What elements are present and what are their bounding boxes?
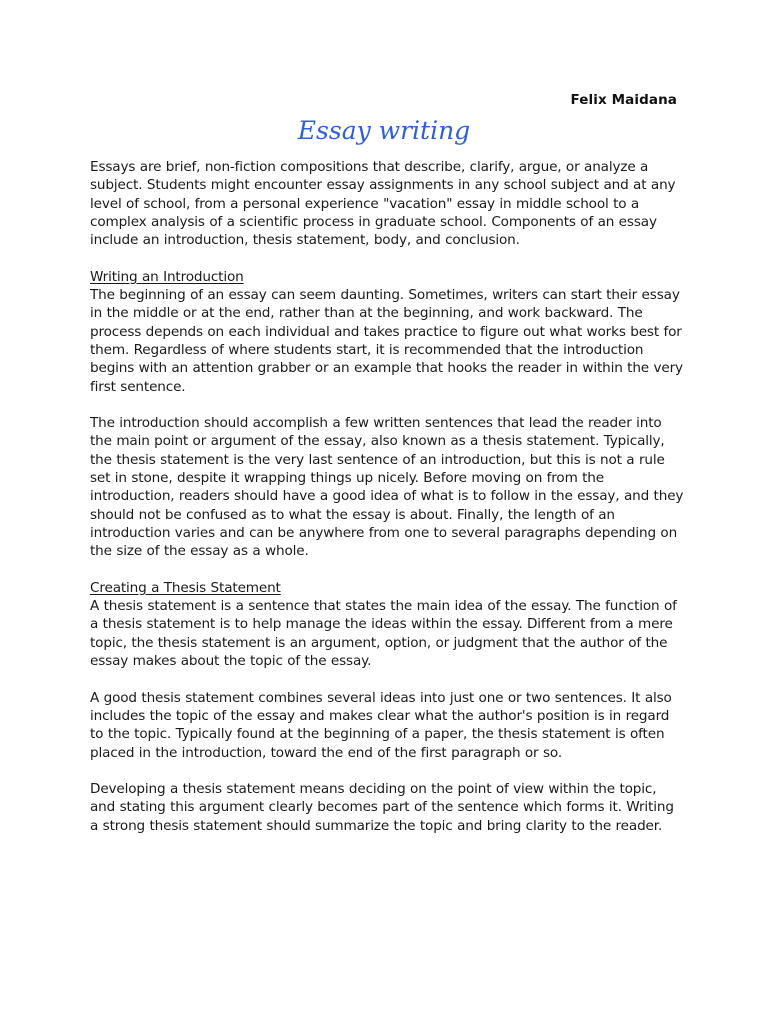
document-title: Essay writing [297, 116, 471, 145]
section-paragraph: A good thesis statement combines several ideas into just one or two sentences. It also includes the topic of the essay and makes clear what the author's position is in regard to the topic. Typically found at the beginning of a paper, the thesis statement is often placed in the introduction, toward the end of the first paragraph or so. [90, 689, 672, 761]
intro-paragraph: Essays are brief, non-fiction compositions that describe, clarify, argue, or analyze a subject. Students might encounter essay assignments in any school subject and at any level of school, from a personal experience "vacation" essay in middle school to a complex analysis of a scientific process in graduate school. Components of an essay include an introduction, thesis statement, body, and conclusion. [90, 159, 676, 249]
document-body [90, 158, 684, 835]
author-name: Felix Maidana [570, 92, 677, 108]
section-heading-introduction: Writing an Introduction [90, 268, 244, 285]
section-paragraph: The introduction should accomplish a few written sentences that lead the reader into the main point or argument of the essay, also known as a thesis statement. Typically, the thesis statement is the very last sentence of an introduction, but this is not a rule set in stone, despite it wrapping things up nicely. Before moving on from the introduction, readers should have a good idea of what is to follow in the essay, and they should not be confused as to what the essay is about. Finally, the length of an introduction varies and can be anywhere from one to several paragraphs depending on the size of the essay as a whole. [90, 415, 684, 560]
section-heading-thesis: Creating a Thesis Statement [90, 579, 281, 596]
section-paragraph: A thesis statement is a sentence that states the main idea of the essay. The function of a thesis statement is to help manage the ideas within the essay. Different from a mere topic, the thesis statement is an argument, option, or judgment that the author of the essay makes about the topic of the essay. [90, 598, 677, 670]
section-paragraph: The beginning of an essay can seem daunting. Sometimes, writers can start their essay in the middle or at the end, rather than at the beginning, and work backward. The process depends on each individual and takes practice to figure out what works best for them. Regardless of where students start, it is recommended that the introduction begins with an attention grabber or an example that hooks the reader in within the very first sentence. [90, 287, 683, 395]
section-paragraph: Developing a thesis statement means deciding on the point of view within the topic, and stating this argument clearly becomes part of the sentence which forms it. Writing a strong thesis statement should summarize the topic and bring clarity to the reader. [90, 781, 674, 834]
